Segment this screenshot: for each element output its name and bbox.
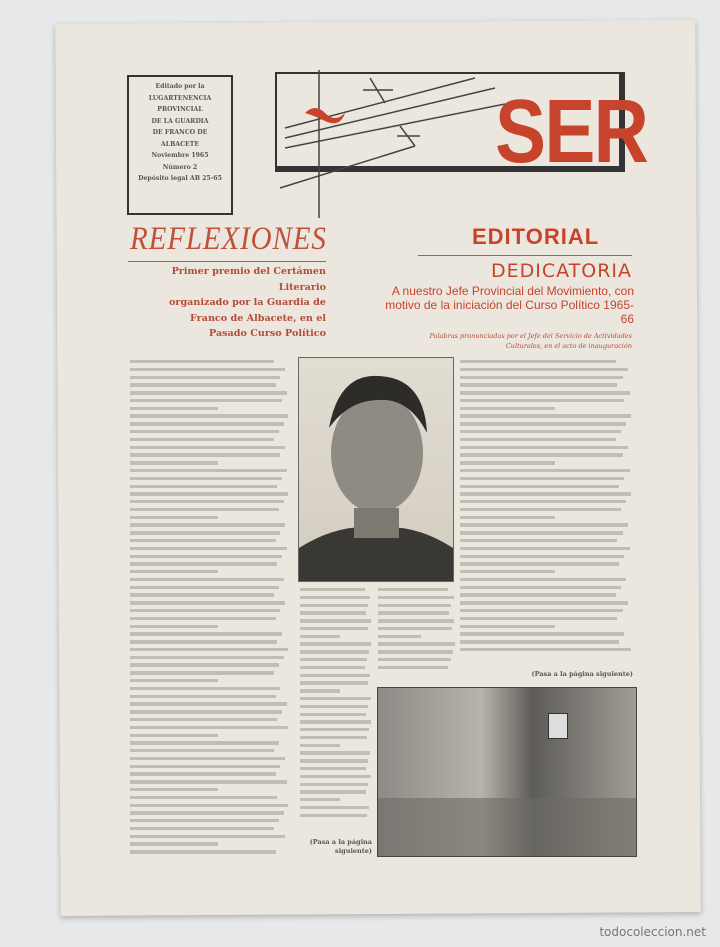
text-line xyxy=(130,586,279,589)
text-line xyxy=(460,477,624,480)
text-line xyxy=(130,391,287,394)
text-line xyxy=(378,619,454,622)
text-line xyxy=(378,658,451,661)
text-line xyxy=(460,376,623,379)
text-line xyxy=(130,702,287,705)
text-line xyxy=(130,663,279,666)
text-line xyxy=(130,360,274,363)
text-line xyxy=(300,790,366,793)
text-line xyxy=(460,539,617,542)
text-line xyxy=(460,360,616,363)
text-line xyxy=(130,640,277,643)
text-line xyxy=(460,570,555,573)
editorial-article-text-middle xyxy=(300,588,372,817)
text-line xyxy=(130,827,274,830)
text-line xyxy=(130,687,280,690)
text-line xyxy=(460,461,555,464)
text-line xyxy=(130,796,277,799)
text-line xyxy=(130,469,287,472)
masthead-box xyxy=(127,75,233,215)
text-line xyxy=(378,650,453,653)
text-line xyxy=(300,674,370,677)
text-line xyxy=(378,635,421,638)
reflexiones-subtitle xyxy=(126,264,326,342)
subtitle-line: Franco de Albacete, en el xyxy=(190,312,326,324)
masthead-line: PROVINCIAL xyxy=(157,106,203,113)
text-line xyxy=(130,835,285,838)
text-line xyxy=(300,658,367,661)
text-line xyxy=(130,726,288,729)
text-line xyxy=(130,734,218,737)
portrait-photo xyxy=(298,357,454,582)
text-line xyxy=(378,666,448,669)
text-line xyxy=(130,438,274,441)
arrows-emblem-icon xyxy=(275,68,505,220)
subtitle-line: Pasado Curso Político xyxy=(208,328,326,339)
text-line xyxy=(130,368,285,371)
editorial-heading: EDITORIAL xyxy=(472,224,600,249)
text-line xyxy=(130,772,276,775)
text-line xyxy=(460,438,616,441)
masthead-line: LUGARTENENCIA xyxy=(148,94,212,102)
text-line xyxy=(460,562,619,565)
text-line xyxy=(130,710,282,713)
text-line xyxy=(300,783,368,786)
text-line xyxy=(378,588,448,591)
text-line xyxy=(378,627,452,630)
text-line xyxy=(460,516,555,519)
issue-date: Noviembre 1965 xyxy=(151,152,209,159)
text-line xyxy=(130,376,280,379)
newspaper-title: SER xyxy=(495,82,648,182)
text-line xyxy=(300,806,369,809)
text-line xyxy=(460,640,619,643)
text-line xyxy=(300,798,340,801)
reflexiones-article-text xyxy=(130,360,290,854)
text-line xyxy=(130,407,218,410)
text-line xyxy=(460,446,628,449)
text-line xyxy=(130,625,218,628)
text-line xyxy=(130,461,218,464)
text-line xyxy=(130,383,276,386)
text-line xyxy=(130,523,285,526)
text-line xyxy=(130,671,274,674)
continued-note: (Pasa a la página siguiente) xyxy=(531,670,633,678)
text-line xyxy=(460,430,621,433)
text-line xyxy=(300,627,368,630)
text-line xyxy=(130,679,218,682)
text-line xyxy=(130,842,218,845)
issue-number: Número 2 xyxy=(162,163,198,171)
text-line xyxy=(378,611,449,614)
text-line xyxy=(460,485,619,488)
text-line xyxy=(300,596,370,599)
text-line xyxy=(130,593,274,596)
divider xyxy=(128,261,326,262)
text-line xyxy=(130,804,288,807)
masthead-line: Editado por la xyxy=(155,83,205,90)
text-line xyxy=(460,617,617,620)
text-line xyxy=(130,757,285,760)
subtitle-line: organizado por la Guardia de xyxy=(169,297,326,308)
text-line xyxy=(460,632,624,635)
text-line xyxy=(460,508,621,511)
text-line xyxy=(300,588,365,591)
text-line xyxy=(460,368,628,371)
text-line xyxy=(460,407,555,410)
text-line xyxy=(130,648,288,651)
text-line xyxy=(460,609,623,612)
text-line xyxy=(460,492,631,495)
text-line xyxy=(130,508,279,511)
text-line xyxy=(460,601,628,604)
text-line xyxy=(300,775,371,778)
text-line xyxy=(130,617,276,620)
speech-note: Palabras pronunciadas por el Jefe del Servicio de Actividades Culturales, en el acto de inauguración xyxy=(429,332,632,350)
legal-deposit: Depósito legal AB 25-65 xyxy=(138,175,222,182)
text-line xyxy=(460,625,555,628)
text-line xyxy=(300,642,371,645)
text-line xyxy=(300,728,369,731)
text-line xyxy=(300,759,368,762)
text-line xyxy=(300,604,368,607)
text-line xyxy=(130,500,284,503)
text-line xyxy=(300,814,367,817)
text-line xyxy=(300,681,368,684)
text-line xyxy=(130,477,282,480)
text-line xyxy=(460,469,630,472)
text-line xyxy=(460,453,623,456)
text-line xyxy=(130,609,280,612)
text-line xyxy=(378,604,451,607)
dedicatoria-title: DEDICATORIA xyxy=(490,260,632,282)
text-line xyxy=(300,611,366,614)
text-line xyxy=(300,619,371,622)
subtitle-line: Primer premio del Certámen Literario xyxy=(171,266,326,293)
editorial-article-text-middle-wide xyxy=(378,588,456,669)
text-line xyxy=(300,720,371,723)
editorial-article-text-right xyxy=(460,360,633,651)
text-line xyxy=(130,695,276,698)
text-line xyxy=(130,562,277,565)
text-line xyxy=(130,547,287,550)
text-line xyxy=(460,383,617,386)
text-line xyxy=(460,547,630,550)
text-line xyxy=(130,399,282,402)
text-line xyxy=(130,578,284,581)
text-line xyxy=(130,555,282,558)
text-line xyxy=(460,500,626,503)
watermark: todocoleccion.net xyxy=(599,925,706,939)
text-line xyxy=(130,656,284,659)
text-line xyxy=(378,642,455,645)
masthead-line: ALBACETE xyxy=(160,140,200,148)
text-line xyxy=(460,422,626,425)
text-line xyxy=(460,391,630,394)
text-line xyxy=(300,635,340,638)
text-line xyxy=(130,601,285,604)
text-line xyxy=(378,596,454,599)
text-line xyxy=(130,539,276,542)
text-line xyxy=(300,744,340,747)
text-line xyxy=(130,749,274,752)
text-line xyxy=(300,689,340,692)
continued-note-middle: (Pasa a la página siguiente) xyxy=(309,838,372,855)
text-line xyxy=(130,446,285,449)
portrait-figure-icon xyxy=(299,358,453,581)
text-line xyxy=(130,453,280,456)
text-line xyxy=(130,492,288,495)
text-line xyxy=(130,632,282,635)
text-line xyxy=(130,718,277,721)
text-line xyxy=(460,578,626,581)
text-line xyxy=(300,705,368,708)
text-line xyxy=(130,422,284,425)
text-line xyxy=(460,648,631,651)
masthead-line: DE FRANCO DE xyxy=(152,129,208,136)
text-line xyxy=(130,570,218,573)
text-line xyxy=(300,751,370,754)
text-line xyxy=(130,516,218,519)
text-line xyxy=(460,593,616,596)
text-line xyxy=(130,780,287,783)
text-line xyxy=(130,788,218,791)
text-line xyxy=(130,741,279,744)
masthead-line: DE LA GUARDIA xyxy=(151,117,209,125)
text-line xyxy=(130,811,284,814)
text-line xyxy=(460,399,624,402)
text-line xyxy=(130,819,279,822)
text-line xyxy=(460,531,623,534)
text-line xyxy=(130,531,280,534)
text-line xyxy=(300,697,371,700)
text-line xyxy=(300,736,367,739)
text-line xyxy=(130,414,288,417)
text-line xyxy=(300,767,366,770)
text-line xyxy=(460,523,628,526)
text-line xyxy=(460,586,621,589)
text-line xyxy=(130,430,279,433)
text-line xyxy=(300,650,369,653)
text-line xyxy=(130,485,277,488)
divider xyxy=(418,255,632,256)
text-line xyxy=(460,414,631,417)
dedication-text: A nuestro Jefe Provincial del Movimiento, con motivo de la iniciación del Curso Político 1965-66 xyxy=(385,284,634,326)
reflexiones-heading: REFLEXIONES xyxy=(130,221,327,257)
event-photo xyxy=(377,687,637,857)
text-line xyxy=(300,666,365,669)
text-line xyxy=(130,850,276,853)
text-line xyxy=(460,555,624,558)
text-line xyxy=(300,713,366,716)
text-line xyxy=(130,765,280,768)
